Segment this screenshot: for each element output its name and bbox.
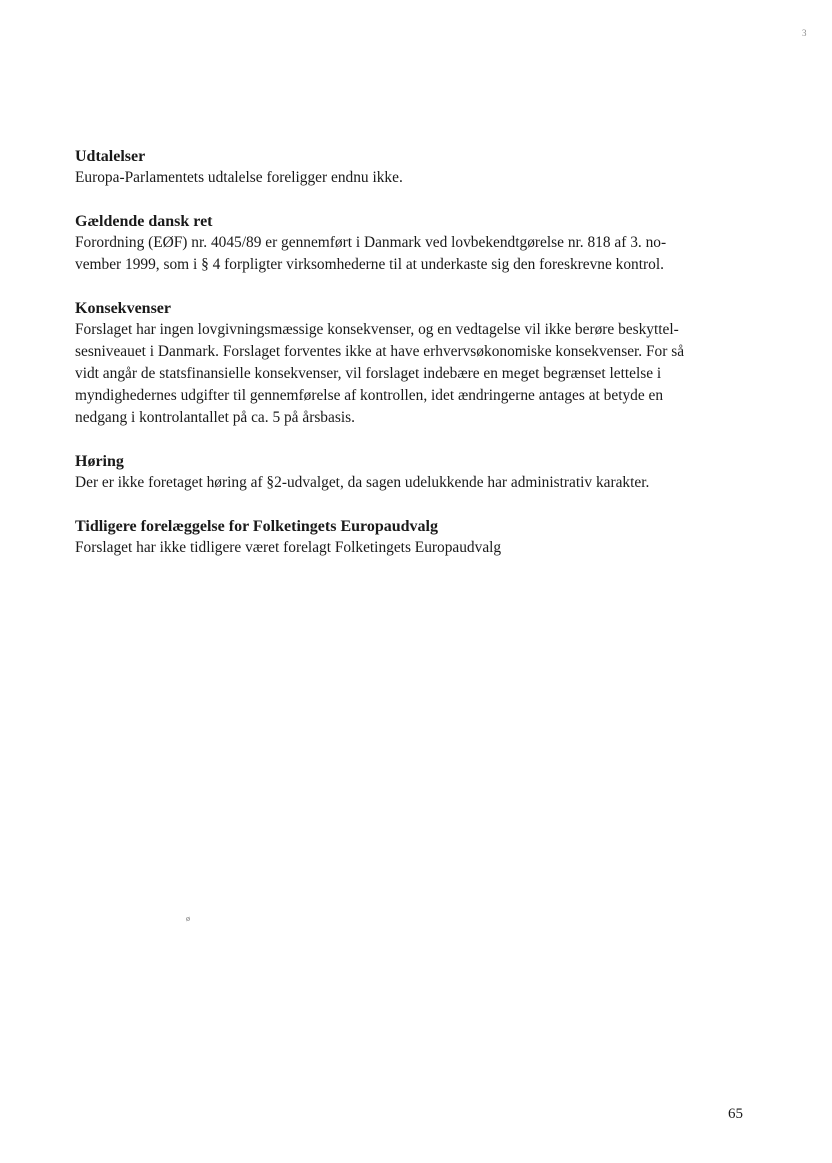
section-udtalelser <box>75 146 755 189</box>
section-line: Forslaget har ingen lovgivningsmæssige konsekvenser, og en vedtagelse vil ikke berøre beskyttel- <box>75 321 679 338</box>
section-line: vidt angår de statsfinansielle konsekvenser, vil forslaget indebære en meget begrænset lettelse i <box>75 365 662 382</box>
section-horing <box>75 451 755 494</box>
page-number: 65 <box>728 1106 743 1122</box>
section-tidligere-forelaeggelse <box>75 516 755 559</box>
section-heading: Tidligere forelæggelse for Folketingets Europaudvalg <box>75 518 438 535</box>
section-line: vember 1999, som i § 4 forpligter virksomhederne til at underkaste sig den foreskrevne kontrol. <box>75 256 664 273</box>
section-line: sesniveauet i Danmark. Forslaget forventes ikke at have erhvervsøkonomiske konsekvenser. For så <box>75 343 685 360</box>
stray-mark: ø <box>186 914 190 923</box>
document-body <box>75 146 755 581</box>
section-line: Europa-Parlamentets udtalelse foreligger endnu ikke. <box>75 169 403 186</box>
page-corner-mark: 3 <box>802 28 807 38</box>
section-line: nedgang i kontrolantallet på ca. 5 på årsbasis. <box>75 409 355 426</box>
section-heading: Udtalelser <box>75 148 146 165</box>
section-gaeldende-dansk-ret <box>75 211 755 276</box>
section-heading: Høring <box>75 453 124 470</box>
section-line: Forordning (EØF) nr. 4045/89 er gennemført i Danmark ved lovbekendtgørelse nr. 818 af 3. no- <box>75 234 667 251</box>
section-heading: Gældende dansk ret <box>75 213 213 230</box>
section-line: myndighedernes udgifter til gennemførelse af kontrollen, idet ændringerne antages at betyde en <box>75 387 664 404</box>
section-line: Der er ikke foretaget høring af §2-udvalget, da sagen udelukkende har administrativ karakter. <box>75 474 650 491</box>
section-line: Forslaget har ikke tidligere været forelagt Folketingets Europaudvalg <box>75 539 502 556</box>
section-konsekvenser <box>75 298 755 429</box>
section-heading: Konsekvenser <box>75 300 171 317</box>
